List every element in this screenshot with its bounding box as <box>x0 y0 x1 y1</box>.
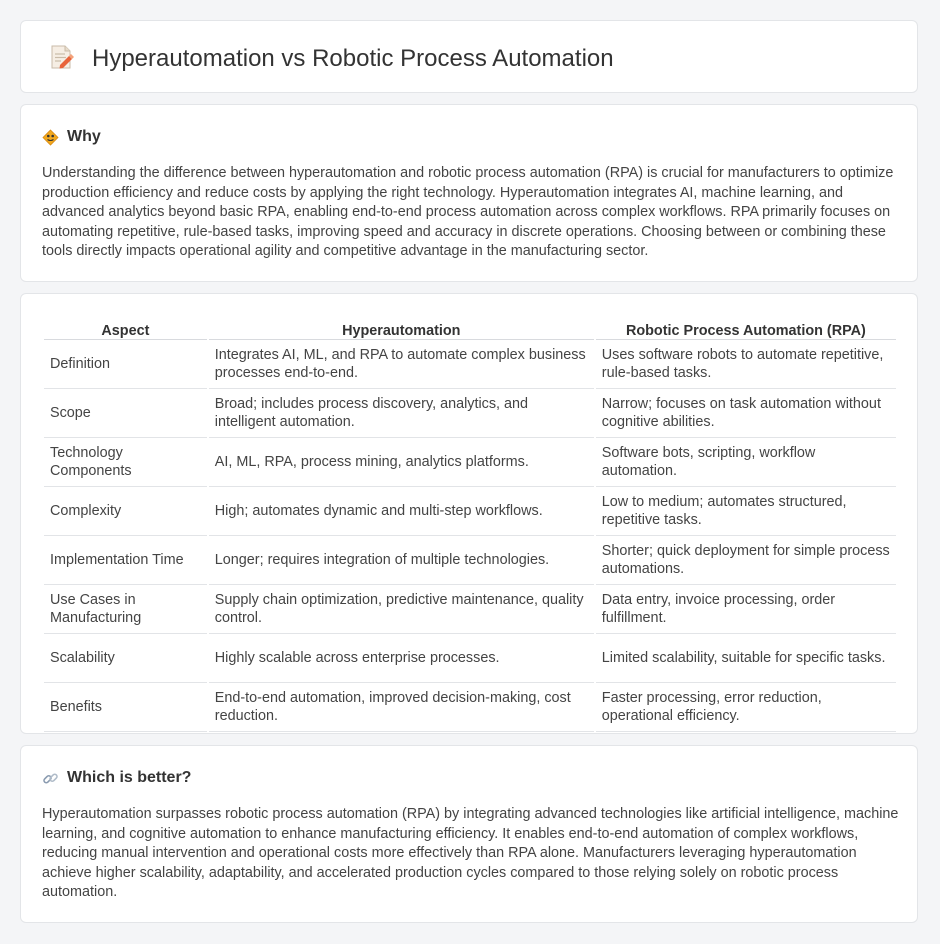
table-row <box>44 389 896 438</box>
hyperautomation-cell: Supply chain optimization, predictive maintenance, quality control. <box>209 585 594 634</box>
comparison-table <box>42 314 898 732</box>
hyperautomation-cell: Integrates AI, ML, and RPA to automate complex business processes end-to-end. <box>209 340 594 389</box>
hyperautomation-cell: Longer; requires integration of multiple technologies. <box>209 536 594 585</box>
table-row <box>44 487 896 536</box>
why-title: Why <box>67 128 101 145</box>
rpa-cell: Data entry, invoice processing, order fulfillment. <box>596 585 896 634</box>
aspect-cell: Scalability <box>44 634 207 683</box>
aspect-cell: Definition <box>44 340 207 389</box>
better-text: Hyperautomation surpasses robotic process automation (RPA) by integrating advanced technologies like artificial intelligence, machine learning, and cognitive automation to enhance manufacturing efficiency. It enables end-to-end automation of complex workflows, reducing manual intervention and operational costs more effectively than RPA alone. Manufacturers leveraging hyperautomation achieve higher scalability, adaptability, and accelerated production cycles compared to those relying solely on robotic process automation. <box>42 806 899 901</box>
document-pencil-icon <box>49 43 75 71</box>
link-icon <box>42 770 59 787</box>
table-header-row <box>44 314 896 340</box>
hyperautomation-cell: High; automates dynamic and multi-step workflows. <box>209 487 594 536</box>
hyperautomation-cell: Broad; includes process discovery, analytics, and intelligent automation. <box>209 389 594 438</box>
rpa-cell: Low to medium; automates structured, repetitive tasks. <box>596 487 896 536</box>
aspect-cell: Use Cases in Manufacturing <box>44 585 207 634</box>
table-row <box>44 634 896 683</box>
hyperautomation-cell: AI, ML, RPA, process mining, analytics platforms. <box>209 438 594 487</box>
why-heading <box>42 127 101 147</box>
better-heading <box>42 768 191 788</box>
table-row <box>44 683 896 732</box>
page-title: Hyperautomation vs Robotic Process Automation <box>92 45 614 72</box>
rpa-cell: Limited scalability, suitable for specific tasks. <box>596 634 896 683</box>
rpa-cell: Narrow; focuses on task automation without cognitive abilities. <box>596 389 896 438</box>
aspect-cell: Complexity <box>44 487 207 536</box>
column-header-rpa: Robotic Process Automation (RPA) <box>596 314 896 340</box>
aspect-cell: Benefits <box>44 683 207 732</box>
rpa-cell: Software bots, scripting, workflow automation. <box>596 438 896 487</box>
table-row <box>44 585 896 634</box>
rpa-cell: Uses software robots to automate repetitive, rule-based tasks. <box>596 340 896 389</box>
rpa-cell: Shorter; quick deployment for simple process automations. <box>596 536 896 585</box>
why-text: Understanding the difference between hyperautomation and robotic process automation (RPA) is crucial for manufacturers to optimize production efficiency and reduce costs by applying the right technology. Hyperautomation integrates AI, machine learning, and advanced analytics beyond basic RPA, enabling end-to-end process automation across complex workflows. RPA primarily focuses on automating repetitive, rule-based tasks, improving speed and accuracy in discrete operations. Choosing between or combining these tools directly impacts operational agility and competitive advantage in the manufacturing sector. <box>42 165 894 260</box>
better-title: Which is better? <box>67 769 192 786</box>
table-row <box>44 536 896 585</box>
rpa-cell: Faster processing, error reduction, operational efficiency. <box>596 683 896 732</box>
table-row <box>44 340 896 389</box>
comparison-section <box>20 293 918 734</box>
aspect-cell: Implementation Time <box>44 536 207 585</box>
column-header-aspect: Aspect <box>44 314 207 340</box>
hyperautomation-cell: End-to-end automation, improved decision-making, cost reduction. <box>209 683 594 732</box>
warning-sign-icon <box>42 129 59 146</box>
hyperautomation-cell: Highly scalable across enterprise processes. <box>209 634 594 683</box>
aspect-cell: Technology Components <box>44 438 207 487</box>
better-section <box>20 745 918 923</box>
header-card <box>20 20 918 93</box>
column-header-hyperautomation: Hyperautomation <box>209 314 594 340</box>
aspect-cell: Scope <box>44 389 207 438</box>
why-section <box>20 104 918 282</box>
table-row <box>44 438 896 487</box>
